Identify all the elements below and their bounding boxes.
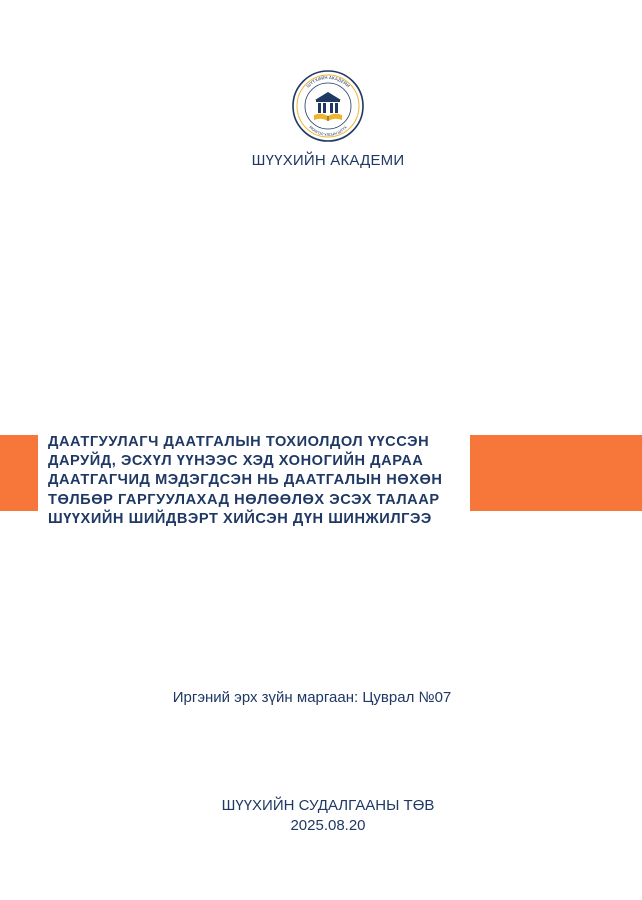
title-line-1: ДААТГУУЛАГЧ ДААТГАЛЫН ТОХИОЛДОЛ ҮҮССЭН xyxy=(48,434,430,450)
logo-bottom-text: МОНГОЛ УЛСЫН ШҮҮХ xyxy=(308,125,348,138)
title-line-5: ШҮҮХИЙН ШИЙДВЭРТ ХИЙСЭН ДҮН ШИНЖИЛГЭЭ xyxy=(48,510,432,527)
title-line-3: ДААТГАГЧИД МЭДЭГДСЭН НЬ ДААТГАЛЫН НӨХӨН xyxy=(48,472,443,489)
accent-band-right xyxy=(470,435,642,511)
research-center-name: ШҮҮХИЙН СУДАЛГААНЫ ТӨВ xyxy=(221,797,435,814)
judicial-academy-logo-icon xyxy=(288,70,368,142)
report-title xyxy=(48,433,466,529)
academy-name: ШҮҮХИЙН АКАДЕМИ xyxy=(251,152,405,169)
publication-date: 2025.08.20 xyxy=(290,817,366,834)
accent-band-left xyxy=(0,435,38,511)
title-line-2: ДАРУЙД, ЭСХҮЛ ҮҮНЭЭС ХЭД ХОНОГИЙН ДАРАА xyxy=(48,453,424,470)
title-line-4: ТӨЛБӨР ГАРГУУЛАХАД НӨЛӨӨЛӨХ ЭСЭХ ТАЛААР xyxy=(48,491,440,508)
logo-top-text: ШҮҮХИЙН АКАДЕМИ xyxy=(305,74,351,89)
series-label: Иргэний эрх зүйн маргаан: Цуврал №07 xyxy=(172,689,452,706)
